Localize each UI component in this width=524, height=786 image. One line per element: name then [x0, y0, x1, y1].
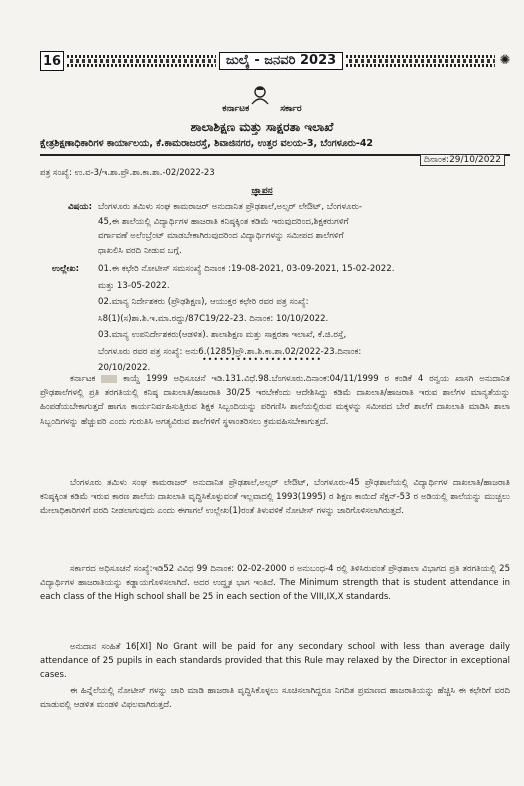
- paragraph-4: [40, 640, 510, 683]
- page-number: 16: [40, 51, 64, 71]
- highlight-mark: [101, 375, 117, 383]
- grant-code-label: ಅನುದಾನ ಸಂಹಿತೆ 16[XI]: [70, 642, 152, 652]
- reference-line: 20/10/2022.: [98, 363, 151, 373]
- paragraph-text: ಈ ಹಿನ್ನೆಲೆಯಲ್ಲಿ ನೋಟೀಸ್ ಗಳನ್ನು ಜಾರಿ ಮಾಡಿ ಹಾಜರಾತಿ ವೃದ್ಧಿಸಿಕೊಳ್ಳಲು ಸೂಚಿಸಲಾಗಿದ್ದರೂ ನಿಗದಿತ ಪ್ರಮಾಣದ ಹಾಜರಾತಿಯನ್ನು ಹೆಚ್ಚಿಸಿ ಈ ಕಛೇರಿಗೆ ವರದಿ ಮಾಡುವಲ್ಲಿ ಆಡಳಿತ ಮಂಡಳಿ ವಿಫಲವಾಗಿರುತ್ತದೆ.: [40, 686, 510, 711]
- paragraph-english-quote: The Minimum strength that is student attendance in each class of the High school shall be 25 in each section of the VIII,IX,X standards.: [40, 578, 511, 603]
- state-name: ಕರ್ನಾಟಕ: [222, 104, 250, 114]
- paragraph-1: [40, 372, 510, 429]
- subject-line: ಬೆಂಗಳೂರು ತಮಿಳು ಸಂಘ ಕಾಮರಾಜರ್ ಅನುದಾನಿತ ಪ್ರೌಢಶಾಲೆ,ಅಲ್ಸರ್ ಲೇಔಟ್, ಬೆಂಗಳೂರು-: [98, 202, 362, 212]
- paragraph-text: ಬೆಂಗಳೂರು ತಮಿಳು ಸಂಘ ಕಾಮರಾಜರ್ ಅನುದಾನಿತ ಪ್ರೌಢಶಾಲೆ,ಅಲ್ಸರ್ ಲೇಔಟ್, ಬೆಂಗಳೂರು-45 ಪ್ರೌಢಶಾಲೆಯಲ್ಲಿ ವಿದ್ಯಾರ್ಥಿಗಳ ದಾಖಲಾತಿ/ಹಾಜರಾತಿ ಕನಿಷ್ಠಕ್ಕಿಂತ ಕಡಿಮೆ ಇರುವ ಕಾರಣ ಶಾಲೆಯ ದಾಖಲಾತಿ ವೃದ್ಧಿಸಿಕೊಳ್ಳುವಂತೆ ಇಲ್ಲವಾದಲ್ಲಿ 1993(1995) ರ ಶಿಕ್ಷಣ ಕಾಯಿದೆ ಸೆಕ್ಷನ್-53 ರ ಅಡಿಯಲ್ಲಿ ಶಾಲೆಯನ್ನು ಮುಚ್ಚಲು ಮೇಲಾಧಿಕಾರಿಗಳಿಗೆ ವರದಿ ನೀಡಲಾಗುವುದು ಎಂದು ಈಗಾಗಲೆ ಉಲ್ಲೇಖ(1)ರಂತೆ ತಿಳುವಳಿಕೆ ನೋಟೀಸ್ ಗಳನ್ನು ಜಾರಿಗೊಳಿಸಲಾಗಿರುತ್ತದೆ.: [40, 478, 510, 517]
- reference-line: ಬೆಂಗಳೂರು ರವರ ಪತ್ರ ಸಂಖ್ಯೆ: ಅನು6.(1285)ಪ್ರೌ.ಶಾ.ಶಿ.ಕಾ.ಶಾ.02/2022-23.ದಿನಾಂಕ:: [98, 346, 362, 357]
- header-ornament-left: [67, 55, 216, 67]
- subject-line: ವರ್ಗಾವಣೆ ಅಲೆಂಬ್ರೆಂಟ್ ಮಾಡಬೇಕಾಗಿರುವುದರಿಂದ ವಿದ್ಯಾರ್ಥಿಗಳನ್ನು ಸಮೀಪದ ಶಾಲೆಗಳಿಗೆ: [98, 231, 344, 241]
- issue-title: ಜುಲೈ - ಜನವರಿ 2023: [219, 52, 343, 70]
- subject-text: [98, 200, 510, 258]
- government-line: [0, 104, 524, 114]
- subject-line: ಧಾಖಲಿಸಿ ವರದಿ ನೀಡುವ ಬಗ್ಗೆ.: [98, 245, 182, 256]
- paragraph-3: [40, 562, 510, 605]
- paragraph-text: ಕಾಯ್ದೆ 1999 ಅಧಿಸೂಚನೆ ಇಡಿ.131.ವಿಧೆ.98.ಬೆಂಗಳೂರು.ದಿನಾಂಕ:04/11/1999 ರ ಕಂಡಿಕೆ 4 ರನ್ವಯ ಖಾಸಗಿ ಅನುದಾನಿತ ಪ್ರೌಢಶಾಲೆಗಳಲ್ಲಿ ಪ್ರತಿ ತರಗತಿಯಲ್ಲಿ ಕನಿಷ್ಠ ದಾಖಲಾತಿ/ಹಾಜರಾತಿ 30/25 ಇರಬೇಕೆಂದು ಆದೇಶಿಸಿದ್ದು ಕಡಿಮೆ ದಾಖಲಾತಿ/ಹಾಜರಾತಿ ಇರುವ ಶಾಲೆಗಳ ಮಾನ್ಯತೆಯನ್ನು ಹಿಂಪಡೆಯಬೇಕಾಗುತ್ತದೆ ಹಾಗೂ ಕಾರ್ಯನಿರ್ವಹಿಸುತ್ತಿರುವ ಶಿಕ್ಷಕ ಸಿಬ್ಬಂದಿಯನ್ನು ಪರಿಗಣಿಸಿ ಶಾಲೆಯಲ್ಲಿರುವ ಮಕ್ಕಳನ್ನು ಸಮೀಪದ ಬೇರೆ ಶಾಲೆಗೆ ದಾಖಲಾತಿ ಮಾಡಿಸಿ ಶಾಲಾ ಸಿಬ್ಬಂದಿಗಳನ್ನು ಹೆಚ್ಚುವರಿ ಎಂದು ಗುರುತಿಸಿ ಅಗತ್ಯವಿರುವ ಶಾಲೆಗಳಿಗೆ ಸ್ಥಳಾಂತರಿಸಲು ಕ್ರಮವಹಿಸಬೇಕಾಗುತ್ತದೆ.: [40, 374, 510, 427]
- paragraph-text: ಕರ್ನಾಟಕ: [70, 374, 96, 384]
- document-date: ದಿನಾಂಕ:29/10/2022: [420, 154, 505, 166]
- department-name: ಶಾಲಾಶಿಕ್ಷಣ ಮತ್ತು ಸಾಕ್ಷರತಾ ಇಲಾಖೆ: [190, 120, 334, 134]
- page-header: [40, 50, 512, 72]
- header-ornament-right: [346, 55, 495, 67]
- subject-label: ವಿಷಯ:: [68, 202, 93, 212]
- grant-code-quote: No Grant will be paid for any secondary school with less than average daily attendance of 25 pupils in each standards provided that this Rule may relaxed by the Director in exceptional cases.: [40, 642, 510, 681]
- section-separator: •••••••••••••••••••••: [201, 355, 323, 364]
- subject-line: 45,ಈ ಶಾಲೆಯಲ್ಲಿ ವಿದ್ಯಾರ್ಥಿಗಳ ಹಾಜರಾತಿ ಕನಿಷ್ಠಕ್ಕಿಂತ ಕಡಿಮೆ ಇರುವುದರಿಂದ,ಶಿಕ್ಷಕರುಗಳಿಗೆ: [98, 216, 349, 227]
- reference-line: 01.ಈ ಕಛೇರಿ ನೋಟೀಸ್ ಸಮಸಂಖ್ಯೆ ದಿನಾಂಕ :19-08-2021, 03-09-2021, 15-02-2022.: [98, 264, 395, 274]
- reference-line: 03.ಮಾನ್ಯ ಉಪನಿರ್ದೇಶಕರು(ಆಡಳಿತ). ಶಾಲಾಶಿಕ್ಷಣ ಮತ್ತು ಸಾಕ್ಷರತಾ ಇಲಾಖೆ, ಕೆ.ಜಿ.ರಸ್ತೆ,: [98, 330, 347, 340]
- government-name: ಸರ್ಕಾರ: [280, 104, 302, 114]
- star-icon: ✺: [499, 53, 511, 68]
- reference-number: ಪತ್ರ ಸಂಖ್ಯೆ: ಉ.ವ-3/ಇ.ಶಾ.ಪ್ರೌ.ಶಾ.ಕಾ.ಶಾ.-02/2022-23: [40, 168, 215, 178]
- office-address: ಕ್ಷೇತ್ರಶಿಕ್ಷಣಾಧಿಕಾರಿಗಳ ಕಾರ್ಯಾಲಯ, ಕೆ.ಕಾಮರಾಜರಸ್ತೆ, ಶಿವಾಜಿನಗರ, ಉತ್ತರ ವಲಯ-3, ಬೆಂಗಳೂರು-42: [40, 138, 374, 149]
- notice-title: ಜ್ಞಾಪನ: [251, 186, 273, 196]
- paragraph-2: [40, 476, 510, 519]
- paragraph-5: [40, 684, 510, 712]
- reference-line: 02.ಮಾನ್ಯ ನಿರ್ದೇಶಕರು (ಪ್ರೌಢಶಿಕ್ಷಣ), ಆಯುಕ್ತರ ಕಛೇರಿ ರವರ ಪತ್ರ ಸಂಖ್ಯೆ:: [98, 297, 309, 307]
- reference-line: ಸಿ8(1)(ಸ)ಶಾ.ಶಿ.ಇ.ಮಾ.ರದ್ದು/87C19/22-23. ದಿನಾಂಕ: 10/10/2022.: [98, 313, 329, 324]
- reference-line: ಮತ್ತು 13-05-2022.: [98, 280, 170, 291]
- state-emblem-icon: [248, 84, 272, 106]
- references-label: ಉಲ್ಲೇಖ:: [52, 264, 80, 274]
- paragraph-text: ಸರ್ಕಾರದ ಅಧಿಸೂಚನೆ ಸಂಖ್ಯೆ:ಇಡಿ52 ವಿವಿಧ 99 ದಿನಾಂಕ: 02-02-2000 ರ ಅನುಬಂಧ-4 ರಲ್ಲಿ ತಿಳಿಸಿರುವಂತೆ ಪ್ರೌಢಶಾಲಾ ವಿಭಾಗದ ಪ್ರತಿ ತರಗತಿಯಲ್ಲಿ 25 ವಿದ್ಯಾರ್ಥಿಗಳ ಹಾಜರಾತಿಯನ್ನು ಕಡ್ಡಾಯಗೊಳಿಸಲಾಗಿದೆ. ಅದರ ಉದ್ಧೃತ ಭಾಗ ಇಂತಿದೆ.: [40, 564, 510, 589]
